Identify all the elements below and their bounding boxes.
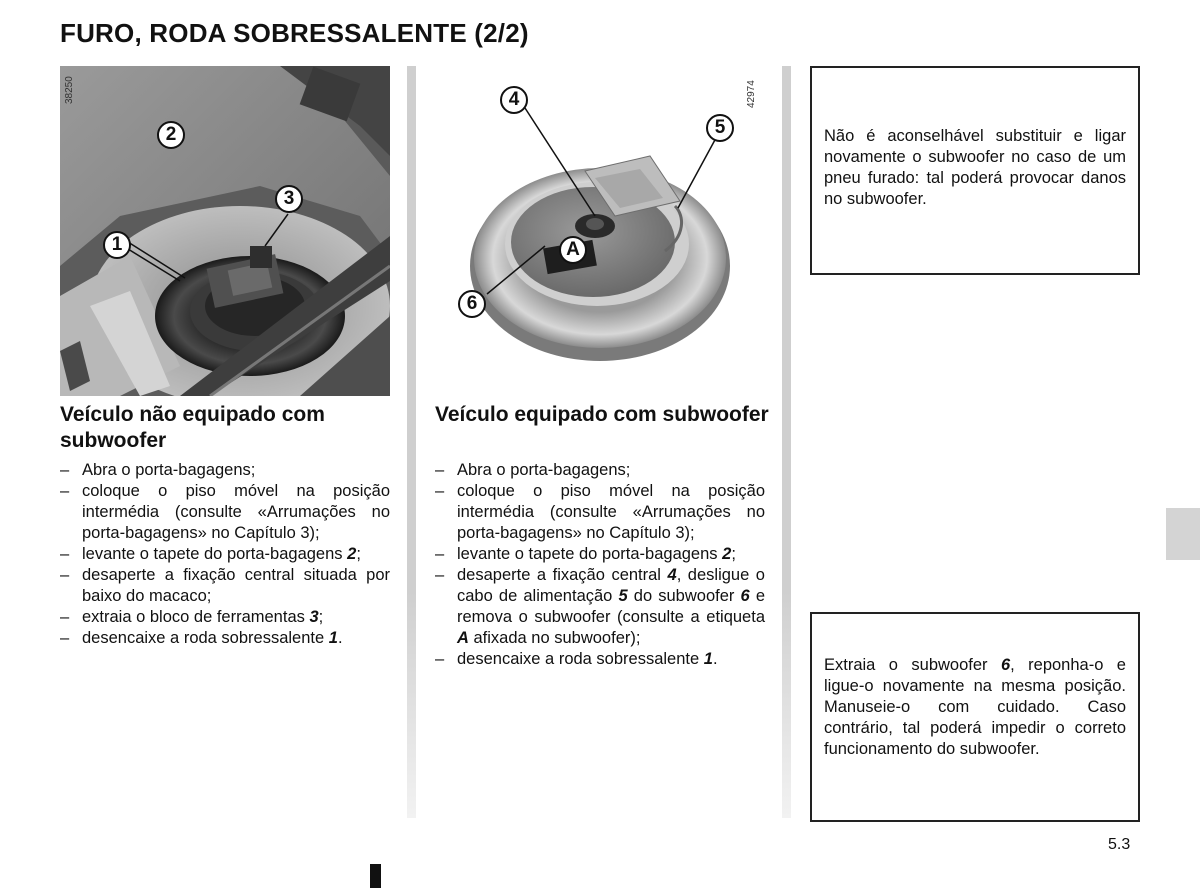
print-mark — [370, 864, 381, 888]
callout-6: 6 — [458, 290, 486, 318]
column-divider-left — [407, 66, 416, 818]
note-box-top — [810, 66, 1140, 275]
note-bottom-text: Extraia o subwoofer 6, reponha-o e ligue-o novamente na mesma posição. Manuseie-o com cuidado. Caso contrário, tal poderá impedir o correto funcionamento do subwoofer. — [824, 656, 1126, 758]
callout-3: 3 — [275, 185, 303, 213]
callout-4: 4 — [500, 86, 528, 114]
photo-reference-38250: 38250 — [64, 76, 75, 104]
heading-with-subwoofer: Veículo equipado com subwoofer — [435, 403, 769, 426]
callout-5: 5 — [706, 114, 734, 142]
callout-1: 1 — [103, 231, 131, 259]
step-item: – desaperte a fixação central situada por baixo do macaco; — [60, 565, 390, 607]
callout-A: A — [559, 236, 587, 264]
callout-2: 2 — [157, 121, 185, 149]
step-item: – desencaixe a roda sobressalente 1. — [435, 649, 765, 670]
step-item: – desencaixe a roda sobressalente 1. — [60, 628, 390, 649]
steps-without-subwoofer — [60, 460, 390, 649]
photo-reference-42974: 42974 — [746, 80, 757, 108]
step-item: – extraia o bloco de ferramentas 3; — [60, 607, 390, 628]
step-item: – Abra o porta-bagagens; — [435, 460, 765, 481]
page-title: FURO, RODA SOBRESSALENTE (2/2) — [60, 18, 529, 48]
step-item: – levante o tapete do porta-bagagens 2; — [60, 544, 390, 565]
trunk-spare-wheel-photo — [60, 66, 390, 396]
step-item: – Abra o porta-bagagens; — [60, 460, 390, 481]
step-item: – desaperte a fixação central 4, desligue o cabo de alimentação 5 do subwoofer 6 e remova o subwoofer (consulte a etiqueta A afixada no subwoofer); — [435, 565, 765, 649]
step-item: – levante o tapete do porta-bagagens 2; — [435, 544, 765, 565]
heading-without-subwoofer: Veículo não equipado com subwoofer — [60, 403, 325, 452]
page-number: 5.3 — [1108, 836, 1131, 853]
note-box-bottom — [810, 612, 1140, 822]
step-item: – coloque o piso móvel na posição intermédia (consulte «Arrumações no porta-bagagens» no Capítulo 3); — [435, 481, 765, 544]
chapter-tab — [1166, 508, 1200, 560]
step-item: – coloque o piso móvel na posição intermédia (consulte «Arrumações no porta-bagagens» no Capítulo 3); — [60, 481, 390, 544]
column-divider-right — [782, 66, 791, 818]
note-top-text: Não é aconselhável substituir e ligar novamente o subwoofer no caso de um pneu furado: tal poderá provocar danos no subwoofer. — [824, 127, 1126, 208]
steps-with-subwoofer — [435, 460, 765, 670]
